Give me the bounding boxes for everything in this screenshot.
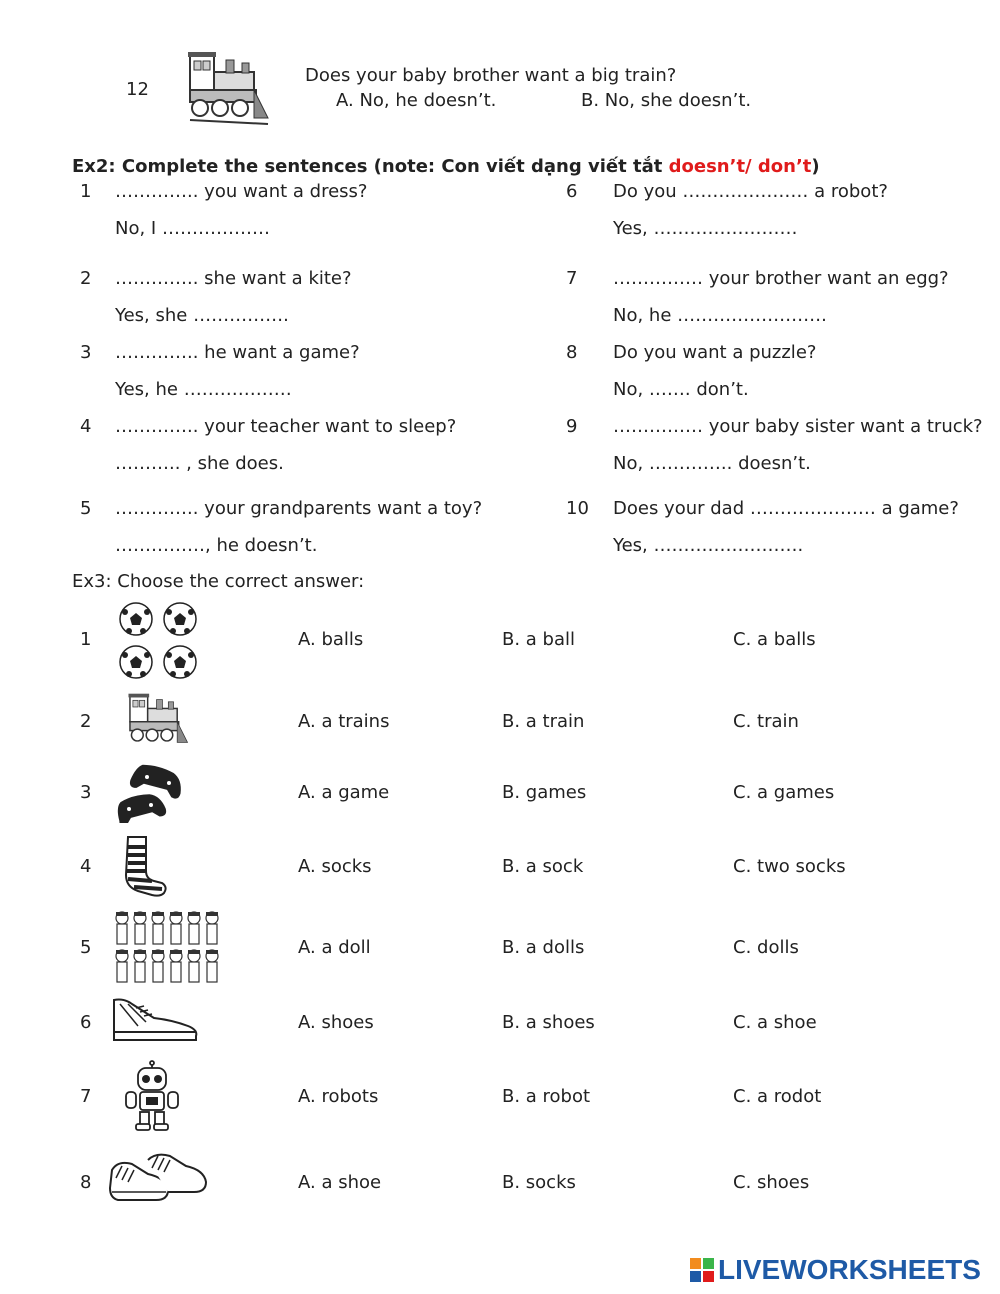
ex2-question[interactable]: …………… your baby sister want a truck? xyxy=(613,416,983,437)
option-c[interactable]: C. shoes xyxy=(733,1172,810,1193)
option-b[interactable]: B. a shoes xyxy=(502,1012,595,1033)
ex2-question[interactable]: ………….. she want a kite? xyxy=(115,268,352,289)
ex2-question[interactable]: ………….. he want a game? xyxy=(115,342,360,363)
logo-mark-icon xyxy=(690,1258,714,1282)
ex2-answer[interactable]: No, ………….. doesn’t. xyxy=(613,453,811,474)
ex2-question[interactable]: ………….. you want a dress? xyxy=(115,181,368,202)
option-a[interactable]: A. a doll xyxy=(298,937,371,958)
ex2-num: 4 xyxy=(80,416,92,437)
ex2-answer[interactable]: ……………, he doesn’t. xyxy=(115,535,318,556)
ex3-num: 7 xyxy=(80,1086,92,1107)
option-b[interactable]: B. a ball xyxy=(502,629,576,650)
ex2-question[interactable]: Does your dad ………………… a game? xyxy=(613,498,959,519)
ex2-answer[interactable]: No, he ……………………. xyxy=(613,305,827,326)
ex2-question[interactable]: ………….. your grandparents want a toy? xyxy=(115,498,483,519)
ex2-title-highlight: doesn’t/ don’t xyxy=(668,156,812,177)
ex2-num: 3 xyxy=(80,342,92,363)
option-a[interactable]: A. robots xyxy=(298,1086,379,1107)
train-icon xyxy=(127,692,189,750)
ex2-title-text: Ex2: Complete the sentences (note: Con viết dạng viết tắt xyxy=(72,156,669,177)
option-c[interactable]: C. dolls xyxy=(733,937,799,958)
ex2-num: 7 xyxy=(566,268,578,289)
ex2-answer[interactable]: Yes, …………………… xyxy=(613,218,798,239)
train-icon xyxy=(186,50,270,128)
ex2-num: 10 xyxy=(566,498,589,519)
balls-icon xyxy=(117,600,201,682)
option-b[interactable]: B. No, she doesn’t. xyxy=(581,90,752,111)
option-a[interactable]: A. No, he doesn’t. xyxy=(336,90,497,111)
ex2-title xyxy=(72,156,820,178)
ex3-num: 4 xyxy=(80,856,92,877)
ex2-question[interactable]: ………….. your teacher want to sleep? xyxy=(115,416,457,437)
option-c[interactable]: C. two socks xyxy=(733,856,846,877)
ex3-num: 1 xyxy=(80,629,92,650)
gamepads-icon xyxy=(117,763,187,823)
ex2-question[interactable]: Do you ………………… a robot? xyxy=(613,181,888,202)
ex2-answer[interactable]: No, I ……………… xyxy=(115,218,270,239)
ex3-num: 2 xyxy=(80,711,92,732)
ex2-num: 8 xyxy=(566,342,578,363)
logo-text: LIVEWORKSHEETS xyxy=(718,1254,981,1285)
question-text: Does your baby brother want a big train? xyxy=(305,65,677,86)
ex3-num: 5 xyxy=(80,937,92,958)
shoe-icon xyxy=(110,996,200,1044)
option-c[interactable]: C. a balls xyxy=(733,629,816,650)
option-b[interactable]: B. socks xyxy=(502,1172,576,1193)
option-b[interactable]: B. games xyxy=(502,782,587,803)
ex2-answer[interactable]: Yes, she ……………. xyxy=(115,305,289,326)
ex2-question[interactable]: Do you want a puzzle? xyxy=(613,342,817,363)
option-b[interactable]: B. a train xyxy=(502,711,585,732)
option-b[interactable]: B. a dolls xyxy=(502,937,585,958)
ex3-num: 6 xyxy=(80,1012,92,1033)
ex2-question[interactable]: …………… your brother want an egg? xyxy=(613,268,949,289)
sock-icon xyxy=(122,835,170,897)
option-a[interactable]: A. a game xyxy=(298,782,390,803)
ex2-num: 9 xyxy=(566,416,578,437)
ex2-num: 2 xyxy=(80,268,92,289)
option-c[interactable]: C. a rodot xyxy=(733,1086,822,1107)
option-a[interactable]: A. balls xyxy=(298,629,364,650)
option-b[interactable]: B. a robot xyxy=(502,1086,591,1107)
option-c[interactable]: C. a games xyxy=(733,782,835,803)
ex2-title-close: ) xyxy=(811,156,820,177)
ex2-answer[interactable]: Yes, ……………………. xyxy=(613,535,804,556)
ex2-answer[interactable]: ……….. , she does. xyxy=(115,453,284,474)
ex2-answer[interactable]: Yes, he ……………… xyxy=(115,379,292,400)
option-b[interactable]: B. a sock xyxy=(502,856,584,877)
liveworksheets-logo[interactable] xyxy=(690,1254,990,1286)
option-a[interactable]: A. socks xyxy=(298,856,372,877)
option-a[interactable]: A. shoes xyxy=(298,1012,374,1033)
option-c[interactable]: C. a shoe xyxy=(733,1012,817,1033)
shoes-pair-icon xyxy=(108,1150,208,1204)
option-c[interactable]: C. train xyxy=(733,711,799,732)
ex2-answer[interactable]: No, ……. don’t. xyxy=(613,379,749,400)
option-a[interactable]: A. a shoe xyxy=(298,1172,382,1193)
ex2-num: 6 xyxy=(566,181,578,202)
ex3-title: Ex3: Choose the correct answer: xyxy=(72,571,365,592)
option-a[interactable]: A. a trains xyxy=(298,711,390,732)
robot-icon xyxy=(120,1060,184,1132)
ex2-num: 1 xyxy=(80,181,92,202)
ex3-num: 8 xyxy=(80,1172,92,1193)
ex2-num: 5 xyxy=(80,498,92,519)
dolls-icon xyxy=(112,910,222,986)
ex3-num: 3 xyxy=(80,782,92,803)
item-number: 12 xyxy=(126,79,149,100)
